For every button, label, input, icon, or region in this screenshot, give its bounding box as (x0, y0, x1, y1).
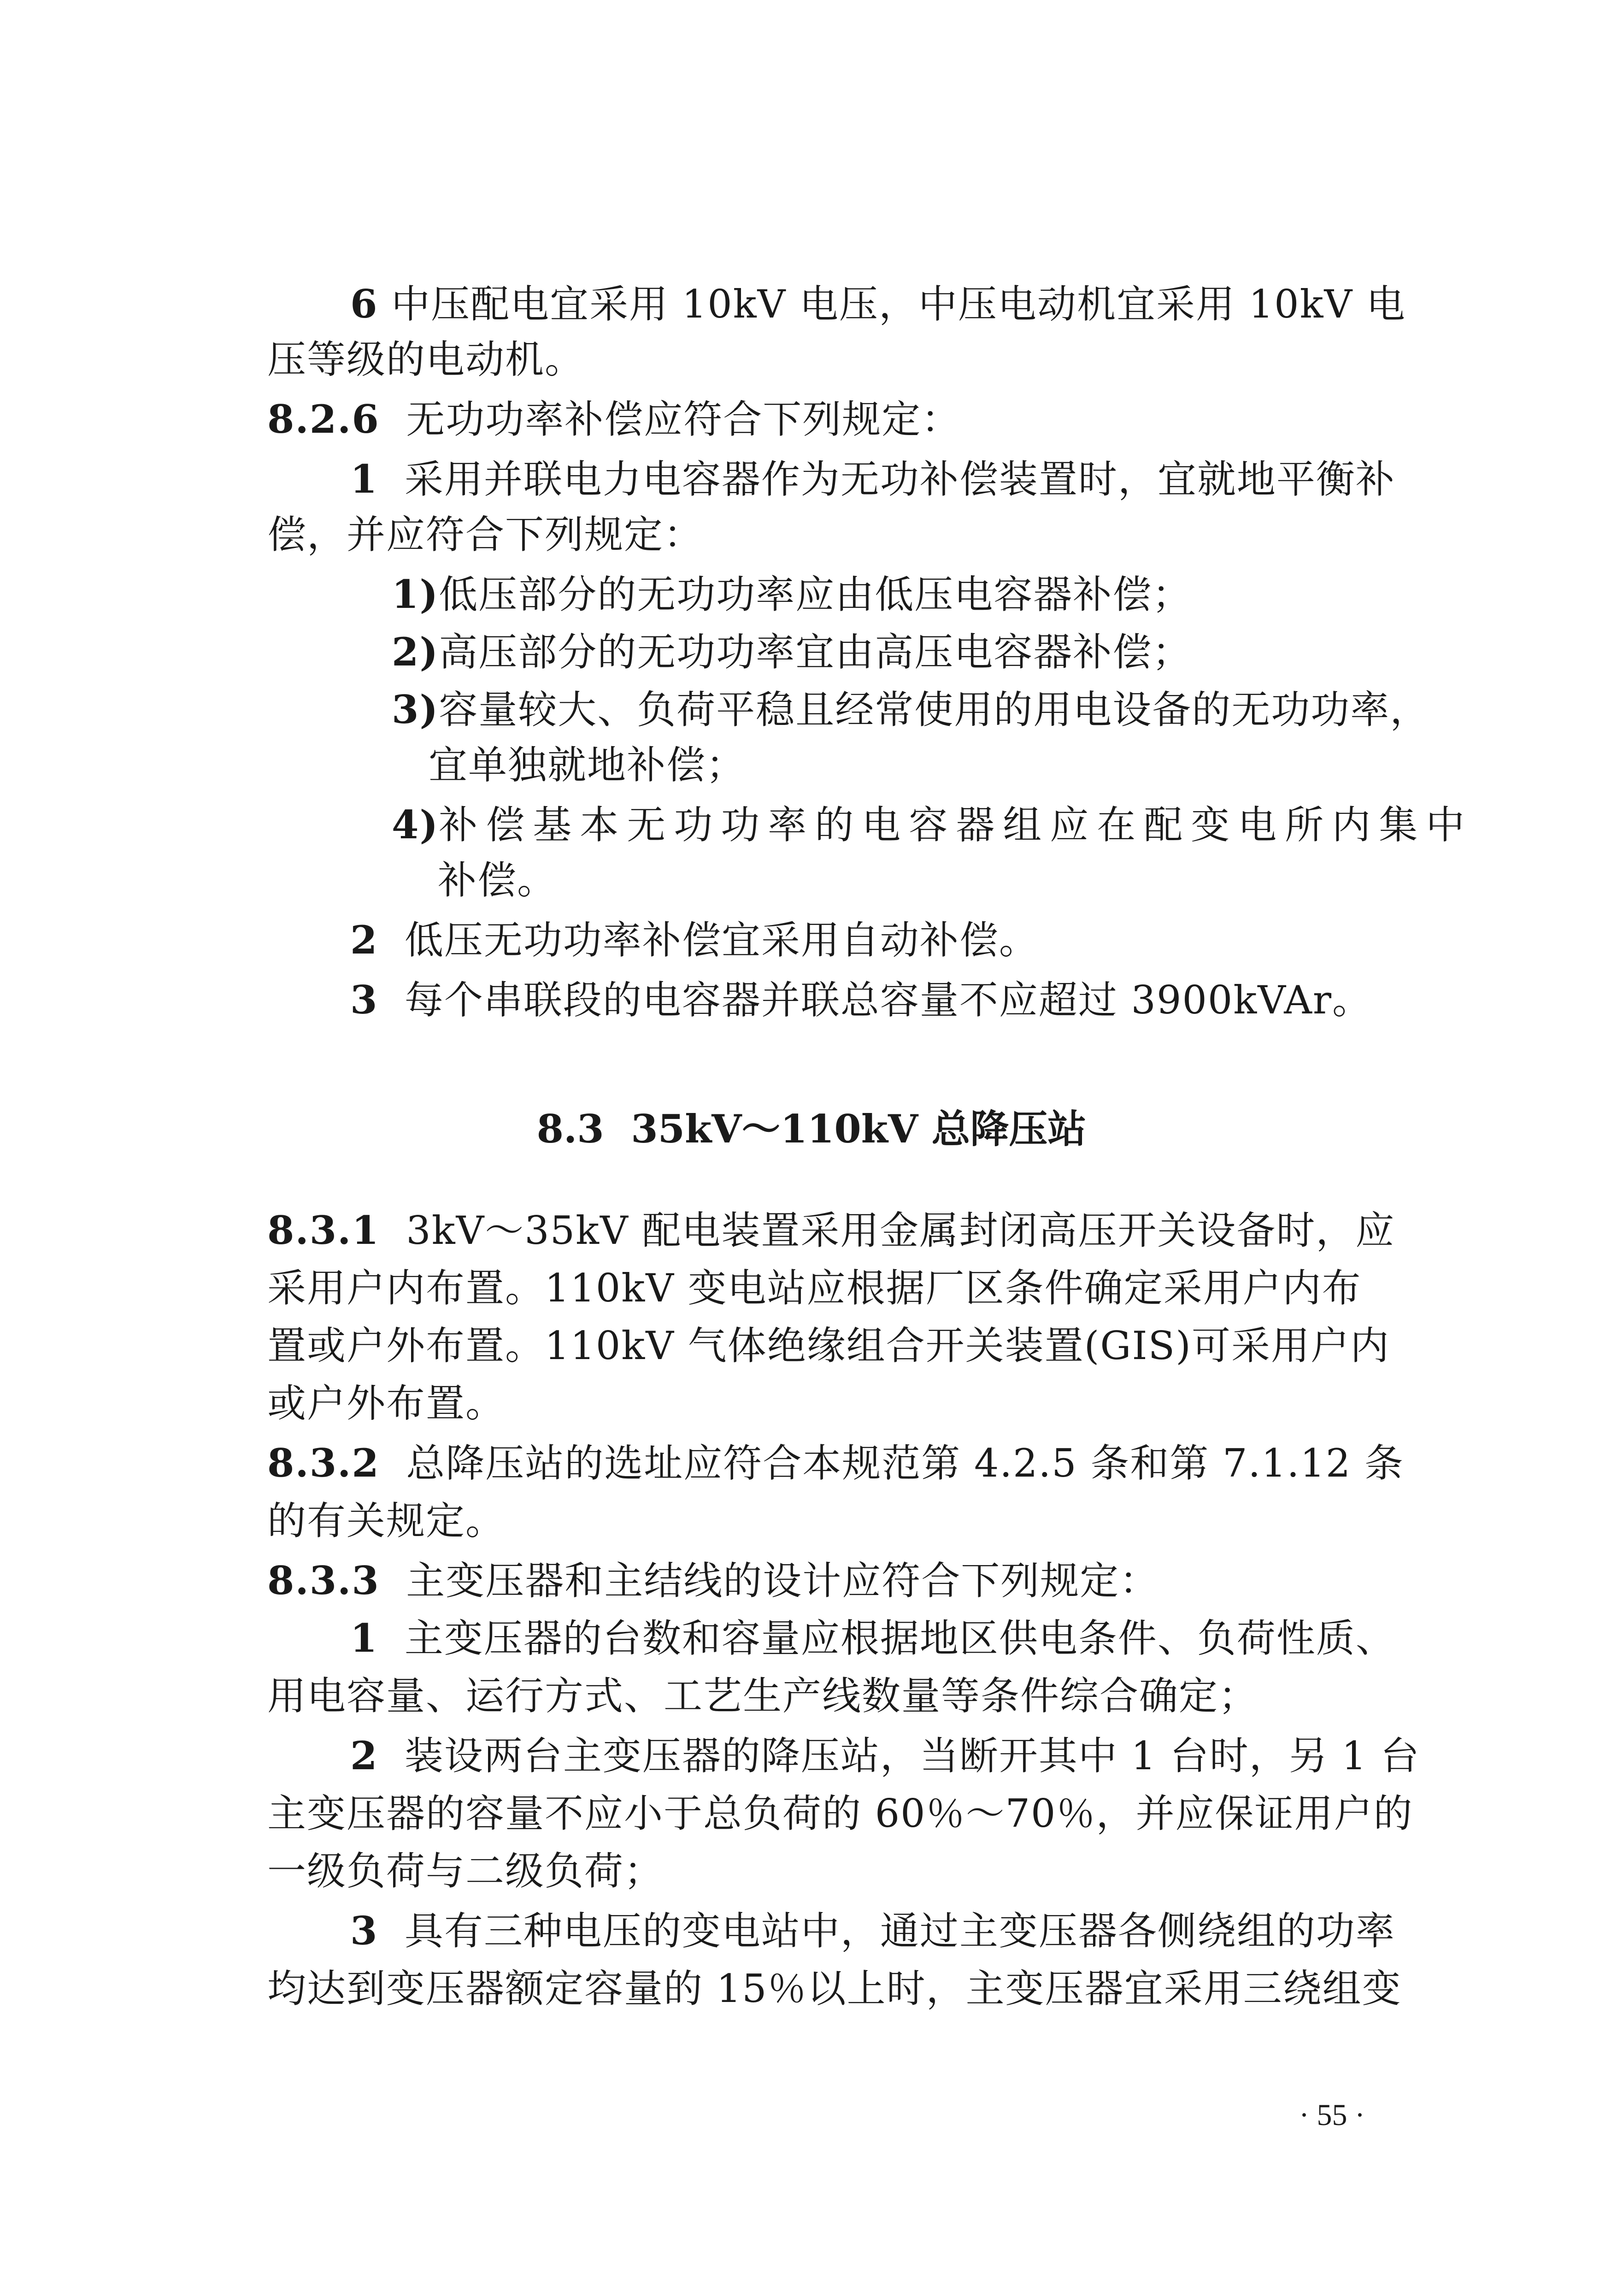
line-text: 主变压器和主结线的设计应符合下列规定： (379, 1558, 1159, 1603)
line-text: 每个串联段的电容器并联总容量不应超过 3900kVAr。 (378, 977, 1372, 1023)
line-text: 的有关规定。 (267, 1498, 506, 1543)
clause-number: 8.2.6 (267, 396, 380, 442)
line-text: 具有三种电压的变电站中，通过主变压器各侧绕组的功率 (378, 1908, 1395, 1954)
sub-item (392, 629, 1192, 675)
line-text: 补偿基本无功功率的电容器组应在配变电所内集中 (439, 802, 1473, 848)
line-text: 无功功率补偿应符合下列规定： (379, 397, 961, 442)
sub-item-continuation (429, 742, 746, 788)
paragraph-line (350, 456, 1395, 502)
line-text: 一级负荷与二级负荷； (267, 1849, 664, 1894)
sub-item-number: 4) (392, 802, 439, 848)
line-text: 低压无功功率补偿宜采用自动补偿。 (378, 918, 1039, 963)
paragraph-line (267, 1966, 1402, 2012)
section-title: 8.3 35kV～110kV 总降压站 (536, 1106, 1087, 1152)
line-text: 中压配电宜采用 10kV 电压，中压电动机宜采用 10kV 电 (378, 282, 1406, 327)
line-text: 采用并联电力电容器作为无功补偿装置时，宜就地平衡补 (378, 457, 1395, 502)
page-number: · 55 · (1299, 2098, 1365, 2132)
sub-item (392, 687, 1429, 733)
line-text: 高压部分的无功功率宜由高压电容器补偿； (439, 630, 1192, 675)
line-text: 偿，并应符合下列规定： (267, 512, 704, 557)
paragraph-line (267, 1790, 1413, 1837)
paragraph-line (267, 1673, 1258, 1719)
clause-number: 8.3.2 (267, 1440, 380, 1486)
line-text: 宜单独就地补偿； (429, 742, 746, 788)
line-text: 低压部分的无功功率应由低压电容器补偿； (439, 572, 1192, 617)
line-text: 或户外布置。 (267, 1381, 506, 1426)
paragraph-line (267, 1265, 1362, 1311)
clause-number: 8.3.1 (267, 1207, 380, 1253)
sub-item-continuation (438, 857, 557, 903)
line-text: 补偿。 (438, 858, 557, 903)
item-number: 3 (350, 977, 378, 1023)
item-number: 2 (350, 1733, 378, 1778)
clause-8-3-2 (267, 1440, 1404, 1486)
paragraph-line (267, 1323, 1390, 1369)
line-text: 主变压器的容量不应小于总负荷的 60％～70％，并应保证用户的 (267, 1791, 1413, 1836)
item-number: 1 (350, 1615, 378, 1661)
paragraph-line (267, 1380, 505, 1426)
item-number: 3 (350, 1908, 378, 1954)
line-text: 装设两台主变压器的降压站，当断开其中 1 台时，另 1 台 (378, 1733, 1420, 1778)
line-text: 采用户内布置。110kV 变电站应根据厂区条件确定采用户内布 (267, 1266, 1362, 1311)
sub-item (392, 802, 1473, 848)
line-text: 总降压站的选址应符合本规范第 4.2.5 条和第 7.1.12 条 (379, 1441, 1404, 1486)
item-number: 2 (350, 917, 378, 963)
clause-number: 8.3.3 (267, 1558, 380, 1603)
paragraph-line (267, 1848, 664, 1894)
item-number: 1 (350, 456, 378, 502)
clause-8-3-1 (267, 1207, 1395, 1254)
paragraph-line (267, 1498, 505, 1544)
sub-item-number: 2) (392, 629, 439, 675)
line-text: 压等级的电动机。 (267, 337, 585, 382)
line-text: 用电容量、运行方式、工艺生产线数量等条件综合确定； (267, 1673, 1258, 1719)
line-text: 均达到变压器额定容量的 15％以上时，主变压器宜采用三绕组变 (267, 1966, 1402, 2011)
clause-8-3-3 (267, 1558, 1159, 1604)
line-text: 主变压器的台数和容量应根据地区供电条件、负荷性质、 (378, 1616, 1395, 1661)
line-text: 容量较大、负荷平稳且经常使用的用电设备的无功功率， (439, 687, 1430, 732)
sub-item (392, 571, 1192, 618)
line-text: 3kV～35kV 配电装置采用金属封闭高压开关设备时，应 (379, 1208, 1395, 1253)
paragraph-line (350, 917, 1039, 963)
sub-item-number: 1) (392, 571, 439, 617)
item-number: 6 (350, 281, 378, 327)
clause-8-2-6 (267, 396, 961, 442)
line-text: 置或户外布置。110kV 气体绝缘组合开关装置(GIS)可采用户内 (267, 1323, 1390, 1368)
paragraph-line (267, 512, 703, 558)
paragraph-line (350, 977, 1372, 1023)
paragraph-line (350, 281, 1406, 327)
sub-item-number: 3) (392, 687, 439, 732)
paragraph-line (350, 1733, 1420, 1779)
paragraph-line (350, 1615, 1395, 1661)
paragraph-line (350, 1908, 1395, 1954)
paragraph-line (267, 336, 584, 383)
